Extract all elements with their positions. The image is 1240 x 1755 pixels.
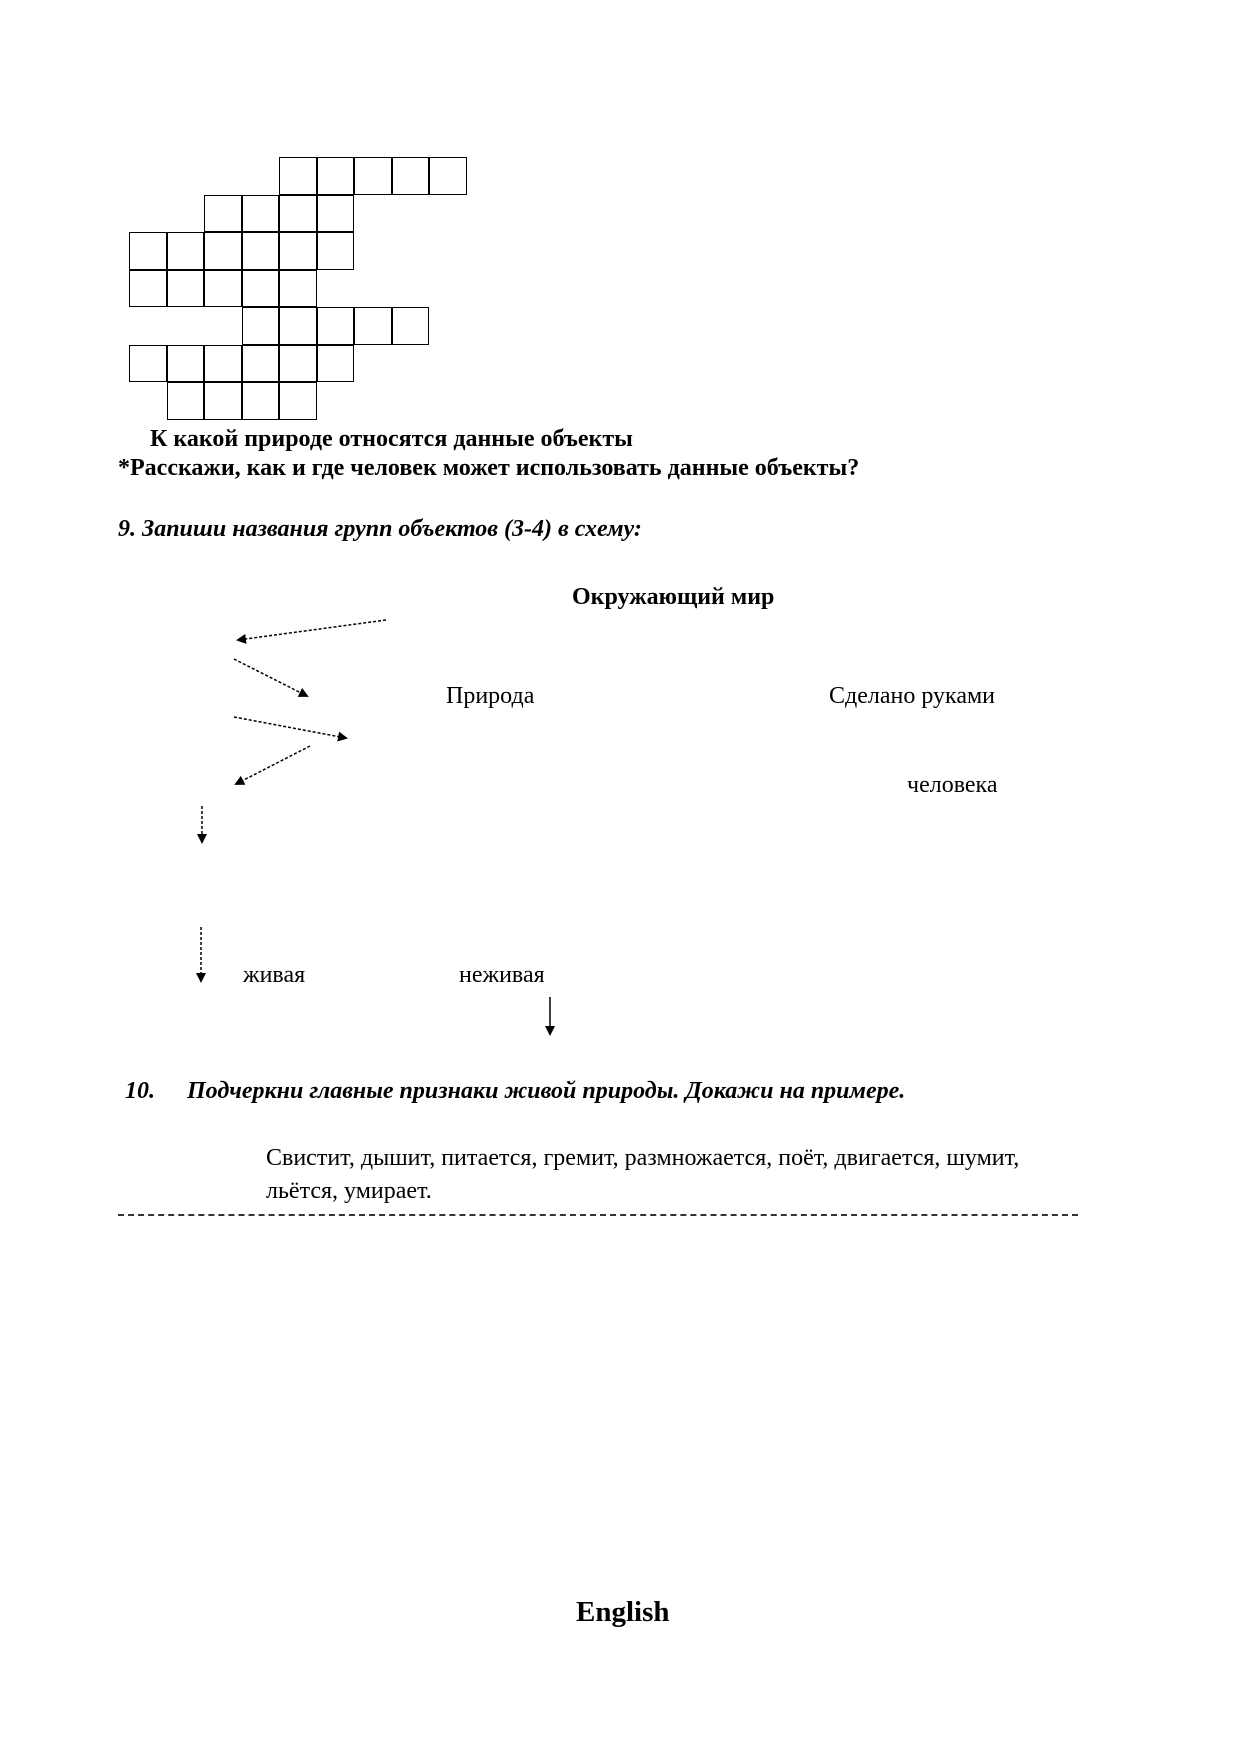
crossword-cell <box>167 345 205 383</box>
crossword-grid <box>0 0 1240 440</box>
crossword-cell <box>242 382 280 420</box>
crossword-cell <box>204 270 242 308</box>
crossword-cell <box>167 232 205 270</box>
question-8-line2: *Расскажи, как и где человек может использовать данные объекты? <box>118 455 860 481</box>
crossword-cell <box>204 382 242 420</box>
crossword-cell <box>129 345 167 383</box>
words-line-1: Свистит, дышит, питается, гремит, размножается, поёт, двигается, шумит, <box>266 1145 1020 1171</box>
crossword-cell <box>129 232 167 270</box>
crossword-cell <box>317 307 355 345</box>
crossword-cell <box>279 307 317 345</box>
arrow-4 <box>236 746 310 784</box>
scheme-title: Окружающий мир <box>572 584 775 610</box>
crossword-cell <box>242 307 280 345</box>
crossword-cell <box>242 345 280 383</box>
crossword-cell <box>167 382 205 420</box>
scheme-nonliving-label: неживая <box>459 962 545 988</box>
question-8-line1: К какой природе относятся данные объекты <box>150 426 633 452</box>
crossword-cell <box>279 270 317 308</box>
question-9: 9. Запиши названия групп объектов (3-4) в схему: <box>118 516 642 542</box>
crossword-cell <box>279 195 317 233</box>
crossword-cell <box>392 157 430 195</box>
crossword-cell <box>204 232 242 270</box>
arrow-2 <box>234 659 307 696</box>
crossword-cell <box>279 345 317 383</box>
crossword-cell <box>279 157 317 195</box>
separator-dashed-line <box>118 1214 1078 1216</box>
crossword-cell <box>204 195 242 233</box>
arrow-3 <box>234 717 346 738</box>
crossword-cell <box>242 270 280 308</box>
crossword-cell <box>167 270 205 308</box>
arrow-1 <box>238 620 386 640</box>
question-10-number: 10. <box>125 1078 155 1104</box>
scheme-man-made-label: Сделано руками <box>829 683 996 709</box>
crossword-cell <box>279 382 317 420</box>
crossword-cell <box>392 307 430 345</box>
section-title-english: English <box>576 1596 670 1628</box>
crossword-cell <box>242 232 280 270</box>
words-line-2: льётся, умирает. <box>266 1178 432 1204</box>
crossword-cell <box>354 157 392 195</box>
scheme-living-label: живая <box>243 962 306 988</box>
crossword-cell <box>129 270 167 308</box>
crossword-cell <box>242 195 280 233</box>
crossword-cell <box>317 157 355 195</box>
question-10-text: Подчеркни главные признаки живой природы. Докажи на примере. <box>187 1078 906 1104</box>
crossword-cell <box>354 307 392 345</box>
scheme-nature-label: Природа <box>446 683 535 709</box>
crossword-cell <box>317 232 355 270</box>
scheme-man-made-label-2: человека <box>907 772 998 798</box>
crossword-cell <box>317 195 355 233</box>
crossword-cell <box>204 345 242 383</box>
crossword-cell <box>317 345 355 383</box>
crossword-cell <box>279 232 317 270</box>
crossword-cell <box>429 157 467 195</box>
